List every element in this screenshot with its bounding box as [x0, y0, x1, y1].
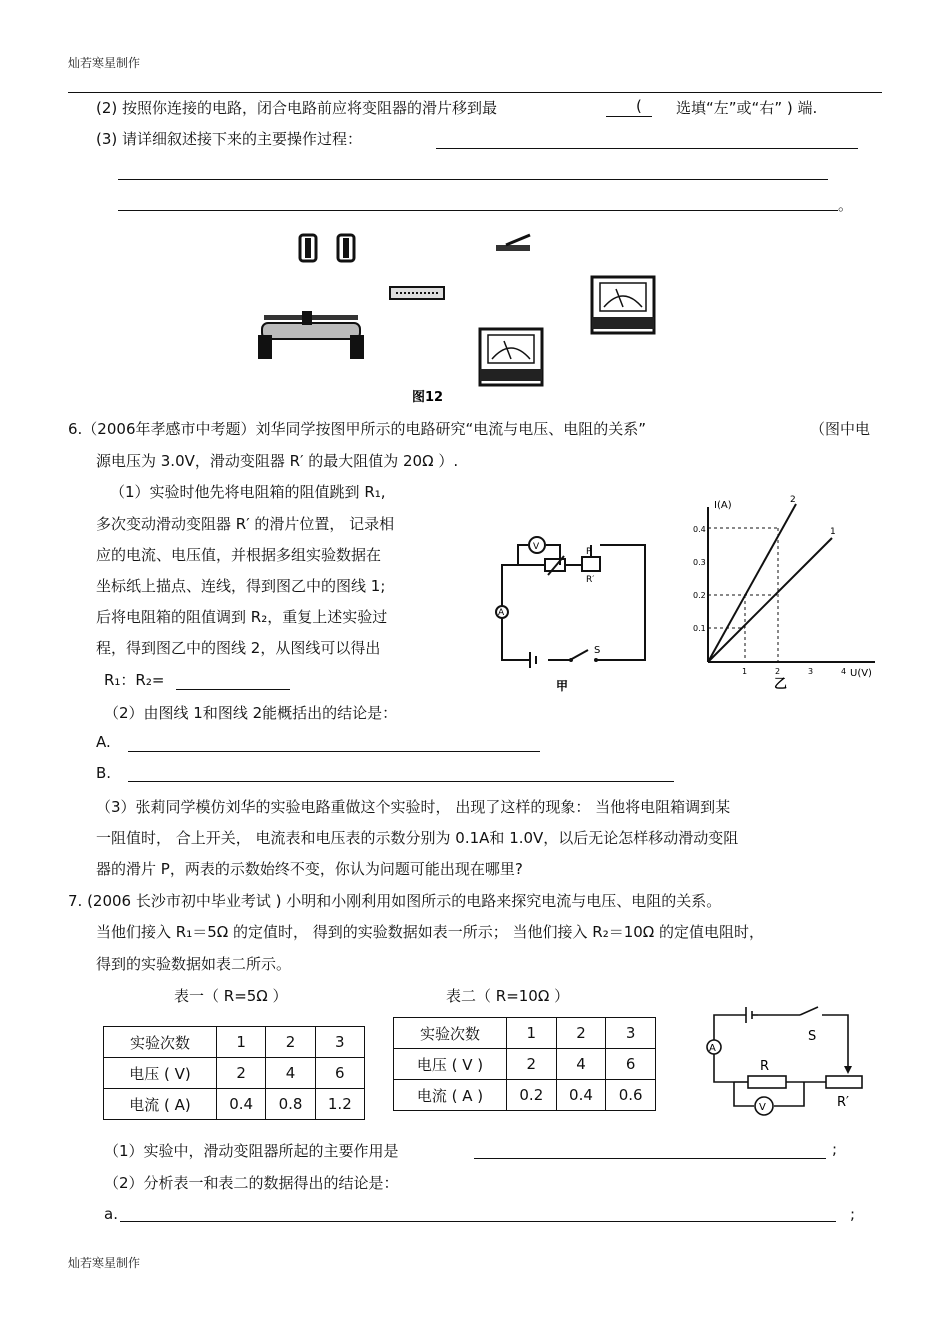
q6-p1-line-5: 后将电阻箱的阻值调到 R₂，重复上述实验过 [96, 608, 388, 626]
q6-option-a-label: A. [96, 733, 111, 751]
table-cell: 电压 ( V) [104, 1058, 217, 1089]
apparatus-figure [250, 225, 670, 410]
q6-part3-line-2: 一阻值时， 合上开关， 电流表和电压表的示数分别为 0.1A和 1.0V，以后无论怎样移动滑动变阻 [96, 829, 739, 847]
table-row [104, 1027, 365, 1058]
graph-line-label: 2 [790, 495, 796, 505]
table-cell: 2 [556, 1018, 606, 1049]
q6-p1-line-3: 应的电流、电压值，并根据多组实验数据在 [96, 546, 382, 564]
graph-yi [690, 492, 885, 692]
data-table-1 [103, 1026, 365, 1120]
graph-xtick: 4 [841, 667, 847, 676]
table-cell: 0.8 [266, 1089, 315, 1120]
circuit-label-a: A [498, 608, 505, 618]
q6-part3-line-1: （3）张莉同学模仿刘华的实验电路重做这个实验时， 出现了这样的现象： 当他将电阻箱调到某 [96, 798, 731, 816]
q6-option-b-blank[interactable] [128, 781, 674, 782]
q7-line-2: 当他们接入 R₁＝5Ω 的定值时， 得到的实验数据如表一所示； 当他们接入 R₂＝10Ω 的定值电阻时， [96, 923, 765, 941]
table-cell: 6 [606, 1049, 656, 1080]
graph-ytick: 0.3 [693, 558, 706, 567]
table-cell: 3 [606, 1018, 656, 1049]
graph-yi-caption: 乙 [774, 677, 788, 692]
circuit-label-p: P [586, 547, 592, 557]
footer-watermark: 灿若寒星制作 [68, 1256, 141, 1270]
header-rule [68, 92, 882, 93]
table-row [104, 1089, 365, 1120]
table-cell: 电流 ( A) [104, 1089, 217, 1120]
table-row [394, 1018, 656, 1049]
table-cell: 2 [217, 1058, 266, 1089]
q7-part-a-blank[interactable] [120, 1221, 836, 1222]
q6-line-1: 6.（2006年孝感市中考题）刘华同学按图甲所示的电路研究“电流与电压、电阻的关系” [68, 420, 647, 438]
q6-p1-line-2: 多次变动滑动变阻器 R′ 的滑片位置， 记录相 [96, 515, 395, 533]
q7-line-1: 7. (2006 长沙市初中毕业考试 ) 小明和小刚利用如图所示的电路来探究电流与电压、电阻的关系。 [68, 892, 722, 910]
graph-ytick: 0.2 [693, 591, 706, 600]
circuit-q7-label-r: R [760, 1059, 770, 1074]
table-cell: 0.2 [507, 1080, 557, 1111]
table-cell: 4 [266, 1058, 315, 1089]
q6-part2-text: （2）由图线 1和图线 2能概括出的结论是： [104, 704, 398, 722]
q7-part2-text: （2）分析表一和表二的数据得出的结论是： [104, 1174, 399, 1192]
table-cell: 电压 ( V ) [394, 1049, 507, 1080]
table-cell: 6 [315, 1058, 364, 1089]
q5-part3-blank-1[interactable] [436, 148, 858, 149]
graph-xtick: 1 [742, 667, 748, 676]
circuit-label-v: V [533, 542, 540, 552]
graph-line-label: 1 [830, 527, 836, 537]
table-cell: 实验次数 [394, 1018, 507, 1049]
table-cell: 1 [507, 1018, 557, 1049]
q5-part3-blank-2[interactable] [118, 179, 828, 180]
q6-p1-line-1: （1）实验时他先将电阻箱的阻值跳到 R₁, [110, 483, 386, 501]
meter-icon [592, 277, 654, 333]
q7-part1-end: ; [832, 1140, 838, 1158]
q5-part2-blank[interactable] [606, 97, 652, 117]
table-cell: 3 [315, 1027, 364, 1058]
table-cell: 0.4 [217, 1089, 266, 1120]
table-row [394, 1080, 656, 1111]
q6-option-a-blank[interactable] [128, 751, 540, 752]
table1-title: 表一（ R=5Ω ） [174, 987, 288, 1005]
battery-icon [300, 235, 354, 261]
rheostat-icon [258, 311, 364, 359]
graph-xtick: 2 [775, 667, 781, 676]
q5-part2-hint: 选填“左”或“右” ) 端. [676, 99, 818, 117]
table-row [394, 1049, 656, 1080]
graph-xtick: 3 [808, 667, 814, 676]
q7-part1-blank[interactable] [474, 1158, 826, 1159]
q7-part-a-end: ; [850, 1205, 856, 1223]
q7-part-a-label: a. [104, 1205, 118, 1223]
q6-option-b-label: B. [96, 764, 112, 782]
q6-ratio-blank[interactable] [176, 689, 290, 690]
q6-line-2: 源电压为 3.0V，滑动变阻器 R′ 的最大阻值为 20Ω ）. [96, 452, 459, 470]
meter-icon [480, 329, 542, 385]
table-cell: 实验次数 [104, 1027, 217, 1058]
q6-p1-line-6: 程，得到图乙中的图线 2，从图线可以得出 [96, 639, 381, 657]
graph-ylabel: I(A) [714, 500, 732, 511]
table-cell: 0.6 [606, 1080, 656, 1111]
q5-end-mark: 。 [838, 196, 854, 214]
table-cell: 4 [556, 1049, 606, 1080]
circuit-q7-label-s: S [808, 1029, 817, 1044]
q5-part2-paren: ( [636, 97, 642, 115]
q7-line-3: 得到的实验数据如表二所示。 [96, 955, 292, 973]
graph-xlabel: U(V) [850, 668, 872, 679]
q6-part3-line-3: 器的滑片 P，两表的示数始终不变，你认为问题可能出现在哪里? [96, 860, 523, 878]
circuit-label-s: S [594, 645, 601, 656]
q6-ratio-label: R₁：R₂= [104, 671, 165, 689]
circuit-q7-label-rprime: R′ [837, 1095, 849, 1110]
table-row [104, 1058, 365, 1089]
graph-ytick: 0.4 [693, 525, 706, 534]
switch-icon [496, 235, 530, 251]
circuit-q7-label-a: A [709, 1043, 716, 1054]
table-cell: 2 [507, 1049, 557, 1080]
data-table-2 [393, 1017, 656, 1111]
circuit-label-rprime: R′ [586, 575, 595, 585]
resistor-icon [390, 287, 444, 299]
q5-part2-text: (2) 按照你连接的电路，闭合电路前应将变阻器的滑片移到最 [96, 99, 498, 117]
graph-ytick: 0.1 [693, 624, 706, 633]
table-cell: 电流 ( A ) [394, 1080, 507, 1111]
table2-title: 表二（ R=10Ω ） [446, 987, 570, 1005]
table-cell: 1 [217, 1027, 266, 1058]
table-cell: 1.2 [315, 1089, 364, 1120]
q5-part3-text: (3) 请详细叙述接下来的主要操作过程： [96, 130, 363, 148]
q6-line-1-end: （图中电 [810, 420, 871, 438]
table-cell: 2 [266, 1027, 315, 1058]
figure-caption: 图12 [412, 390, 444, 405]
circuit-jia [490, 530, 660, 695]
circuit-jia-caption: 甲 [556, 679, 569, 693]
circuit-q7 [700, 1010, 870, 1120]
q5-part3-blank-3[interactable] [118, 210, 838, 211]
q6-p1-line-4: 坐标纸上描点、连线，得到图乙中的图线 1; [96, 577, 386, 595]
q7-part1-text: （1）实验中，滑动变阻器所起的主要作用是 [104, 1142, 399, 1160]
circuit-q7-label-v: V [759, 1102, 766, 1113]
table-cell: 0.4 [556, 1080, 606, 1111]
header-watermark: 灿若寒星制作 [68, 56, 141, 70]
